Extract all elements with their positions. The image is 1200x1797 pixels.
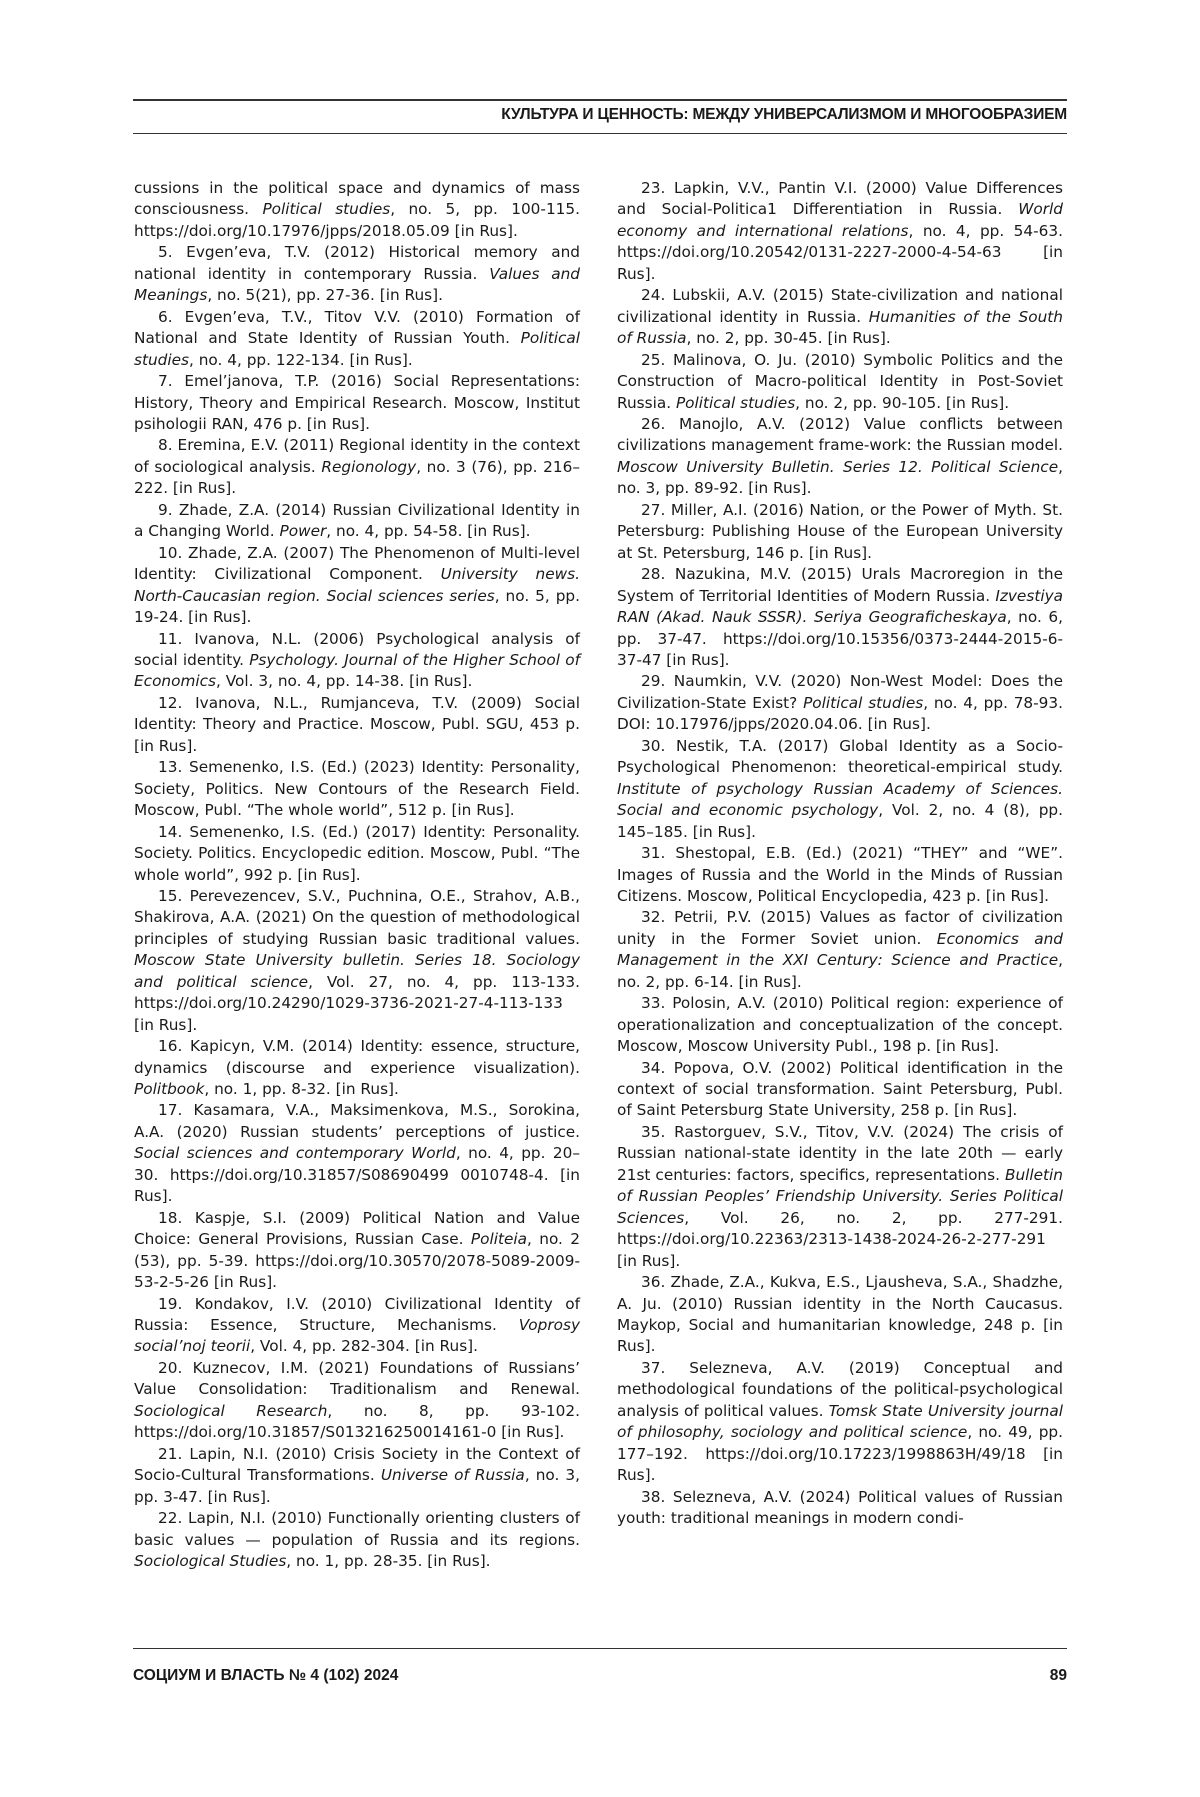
reference-details: , no. 2, pp. 90-105. [in Rus]. — [795, 394, 1009, 412]
running-header-title: КУЛЬТУРА И ЦЕННОСТЬ: МЕЖДУ УНИВЕРСАЛИЗМОМ И МНОГООБРАЗИЕМ — [133, 106, 1067, 124]
reference-details: , Vol. 27, no. 4, pp. 113-133. https://doi.org/10.24290/1029-3736-2021-27-4-113-133 [in Rus]. — [134, 973, 580, 1034]
reference-entry — [134, 1100, 580, 1207]
reference-text: 24. Lubskii, A.V. (2015) State-civilization and national civilizational identity in Russia. — [617, 286, 1063, 325]
reference-source-title: University news. North-Caucasian region. Social sciences series — [134, 565, 580, 604]
reference-entry — [134, 757, 580, 821]
reference-details: , no. 3, pp. 89-92. [in Rus]. — [617, 458, 1063, 497]
reference-source-title: Bulletin of Russian Peoples’ Friendship University. Series Political Sciences — [617, 1166, 1063, 1227]
reference-entry — [617, 993, 1063, 1057]
reference-text: 35. Rastorguev, S.V., Titov, V.V. (2024) The crisis of Russian national-state identity in the late 20th — early 21st centuries: factors, specifics, representations. — [617, 1123, 1063, 1184]
reference-text: 25. Malinova, O. Ju. (2010) Symbolic Politics and the Construction of Macro-political Identity in Post-Soviet Russia. — [617, 351, 1063, 412]
reference-text: 36. Zhade, Z.A., Kukva, E.S., Ljausheva, S.A., Shadzhe, A. Ju. (2010) Russian identity in the North Caucasus. Maykop, Social and humanitarian knowledge, 248 p. [in Rus]. — [617, 1273, 1063, 1355]
reference-source-title: Political studies — [803, 694, 923, 712]
reference-text: 21. Lapin, N.I. (2010) Crisis Society in the Context of Socio-Cultural Transformations. — [134, 1445, 580, 1484]
reference-entry — [617, 500, 1063, 564]
reference-entry — [134, 1294, 580, 1358]
reference-source-title: Moscow University Bulletin. Series 12. Political Science — [617, 458, 1058, 476]
reference-source-title: Power — [279, 522, 326, 540]
reference-entry — [617, 736, 1063, 843]
reference-source-title: Humanities of the South of Russia — [617, 308, 1063, 347]
reference-source-title: Politeia — [471, 1230, 527, 1248]
reference-entry — [617, 1358, 1063, 1487]
reference-entry — [134, 629, 580, 693]
reference-text: 7. Emel’janova, T.P. (2016) Social Representations: History, Theory and Empirical Research. Moscow, Institut psihologii RAN, 476 p. [in Rus]. — [134, 372, 580, 433]
reference-details: , no. 8, pp. 93-102. https://doi.org/10.31857/S013216250014161-0 [in Rus]. — [134, 1402, 580, 1441]
reference-text: 13. Semenenko, I.S. (Ed.) (2023) Identity: Personality, Society, Politics. New Contours of the Research Field. Moscow, Publ. “The whole world”, 512 p. [in Rus]. — [134, 758, 580, 819]
references-left-column — [134, 178, 580, 1572]
reference-source-title: Political studies — [676, 394, 795, 412]
reference-source-title: Psychology. Journal of the Higher School of Economics — [134, 651, 580, 690]
reference-details: , no. 4, pp. 54-58. [in Rus]. — [326, 522, 530, 540]
header-bottom-rule — [133, 133, 1067, 134]
reference-text: 31. Shestopal, E.B. (Ed.) (2021) “THEY” and “WE”. Images of Russia and the World in the Minds of Russian Citizens. Moscow, Political Encyclopedia, 423 p. [in Rus]. — [617, 844, 1063, 905]
reference-text: 15. Perevezencev, S.V., Puchnina, O.E., Strahov, A.B., Shakirova, A.A. (2021) On the question of methodological principles of studying Russian basic traditional values. — [134, 887, 580, 948]
reference-source-title: Tomsk State University journal of philosophy, sociology and political science — [617, 1402, 1063, 1441]
reference-details: , no. 5, pp. 19-24. [in Rus]. — [134, 587, 580, 626]
reference-entry — [134, 543, 580, 629]
reference-entry — [617, 843, 1063, 907]
reference-source-title: Sociological Research — [134, 1402, 327, 1420]
reference-entry — [617, 1058, 1063, 1122]
reference-details: , no. 5(21), pp. 27-36. [in Rus]. — [207, 286, 443, 304]
reference-details: , no. 2 (53), pp. 5-39. https://doi.org/10.30570/2078-5089-2009-53-2-5-26 [in Rus]. — [134, 1230, 580, 1291]
reference-source-title: Institute of psychology Russian Academy of Sciences. Social and economic psychology — [617, 780, 1063, 819]
reference-text: 32. Petrii, P.V. (2015) Values as factor of civilization unity in the Former Soviet union. — [617, 908, 1063, 947]
reference-details: , no. 1, pp. 8-32. [in Rus]. — [204, 1080, 399, 1098]
reference-source-title: Political studies — [262, 200, 390, 218]
reference-entry — [134, 1358, 580, 1444]
reference-text: 28. Nazukina, M.V. (2015) Urals Macroregion in the System of Territorial Identities of Modern Russia. — [617, 565, 1063, 604]
reference-entry — [134, 307, 580, 371]
reference-source-title: Voprosy social’noj teorii — [134, 1316, 580, 1355]
reference-entry — [134, 1444, 580, 1508]
reference-entry — [134, 822, 580, 886]
reference-source-title: Universe of Russia — [381, 1466, 525, 1484]
reference-text: 12. Ivanova, N.L., Rumjanceva, T.V. (2009) Social Identity: Theory and Practice. Moscow, Publ. SGU, 453 p. [in Rus]. — [134, 694, 580, 755]
reference-text: 33. Polosin, A.V. (2010) Political region: experience of operationalization and conceptualization of the concept. Moscow, Moscow University Publ., 198 p. [in Rus]. — [617, 994, 1063, 1055]
reference-details: , no. 4, pp. 20–30. https://doi.org/10.31857/S08690499 0010748-4. [in Rus]. — [134, 1144, 580, 1205]
reference-text: 26. Manojlo, A.V. (2012) Value conflicts between civilizations management frame-work: the Russian model. — [617, 415, 1063, 454]
reference-source-title: Sociological Studies — [134, 1552, 286, 1570]
reference-source-title: Social sciences and contemporary World — [134, 1144, 456, 1162]
reference-entry — [617, 671, 1063, 735]
reference-entry — [617, 1122, 1063, 1272]
reference-text: 23. Lapkin, V.V., Pantin V.I. (2000) Value Differences and Social-Politica1 Differentiation in Russia. — [617, 179, 1063, 218]
header-top-rule — [133, 99, 1067, 101]
reference-entry — [617, 1272, 1063, 1358]
reference-source-title: World economy and international relations — [617, 200, 1063, 239]
reference-details: , no. 3, pp. 3-47. [in Rus]. — [134, 1466, 580, 1505]
reference-details: , no. 4, pp. 78-93. DOI: 10.17976/jpps/2020.04.06. [in Rus]. — [617, 694, 1063, 733]
reference-source-title: Moscow State University bulletin. Series 18. Sociology and political science — [134, 951, 580, 990]
reference-text: 22. Lapin, N.I. (2010) Functionally orienting clusters of basic values — population of Russia and its regions. — [134, 1509, 580, 1548]
reference-entry — [134, 693, 580, 757]
reference-details: , Vol. 2, no. 4 (8), pp. 145–185. [in Rus]. — [617, 801, 1063, 840]
reference-text: cussions in the political space and dynamics of mass consciousness. — [134, 179, 580, 218]
reference-source-title: Politbook — [134, 1080, 204, 1098]
reference-text: 6. Evgen’eva, T.V., Titov V.V. (2010) Formation of National and State Identity of Russian Youth. — [134, 308, 580, 347]
reference-text: 10. Zhade, Z.A. (2007) The Phenomenon of Multi-level Identity: Civilizational Component. — [134, 544, 580, 583]
reference-details: , no. 2, pp. 30-45. [in Rus]. — [687, 329, 891, 347]
reference-details: , no. 4, pp. 122-134. [in Rus]. — [189, 351, 413, 369]
reference-entry — [134, 1036, 580, 1100]
reference-text: 17. Kasamara, V.A., Maksimenkova, M.S., Sorokina, A.A. (2020) Russian students’ perceptions of justice. — [134, 1101, 580, 1140]
reference-text: 27. Miller, A.I. (2016) Nation, or the Power of Myth. St. Petersburg: Publishing House of the European University at St. Petersburg, 146 p. [in Rus]. — [617, 501, 1063, 562]
reference-text: 8. Eremina, E.V. (2011) Regional identity in the context of sociological analysis. — [134, 436, 580, 475]
page-number: 89 — [1050, 1667, 1067, 1685]
reference-entry — [617, 414, 1063, 500]
reference-source-title: Izvestiya RAN (Akad. Nauk SSSR). Seriya Geograficheskaya — [617, 587, 1063, 626]
footer-journal-issue: СОЦИУМ И ВЛАСТЬ № 4 (102) 2024 — [133, 1667, 398, 1685]
reference-text: 14. Semenenko, I.S. (Ed.) (2017) Identity: Personality. Society. Politics. Encyclopedic edition. Moscow, Publ. “The whole world”, 992 p. [in Rus]. — [134, 823, 580, 884]
reference-details: , no. 49, pp. 177–192. https://doi.org/10.17223/1998863H/49/18 [in Rus]. — [617, 1423, 1063, 1484]
reference-text: 34. Popova, O.V. (2002) Political identification in the context of social transformation. Saint Petersburg, Publ. of Saint Petersburg State University, 258 p. [in Rus]. — [617, 1059, 1063, 1120]
reference-text: 5. Evgen’eva, T.V. (2012) Historical memory and national identity in contemporary Russia. — [134, 243, 580, 282]
reference-source-title: Values and Meanings — [134, 265, 580, 304]
reference-text: 20. Kuznecov, I.M. (2021) Foundations of Russians’ Value Consolidation: Traditionalism and Renewal. — [134, 1359, 580, 1398]
reference-source-title: Political studies — [134, 329, 580, 368]
reference-entry — [134, 886, 580, 1036]
reference-entry — [617, 1487, 1063, 1530]
reference-source-title: Regionology — [321, 458, 416, 476]
reference-text: 37. Selezneva, A.V. (2019) Conceptual and methodological foundations of the political-psychological analysis of political values. — [617, 1359, 1063, 1420]
reference-entry — [134, 1208, 580, 1294]
reference-details: , no. 6, pp. 37-47. https://doi.org/10.15356/0373-2444-2015-6-37-47 [in Rus]. — [617, 608, 1063, 669]
reference-entry — [134, 435, 580, 499]
reference-entry — [134, 242, 580, 306]
reference-text: 19. Kondakov, I.V. (2010) Civilizational Identity of Russia: Essence, Structure, Mechanisms. — [134, 1295, 580, 1334]
reference-entry — [617, 178, 1063, 285]
reference-details: , no. 2, pp. 6-14. [in Rus]. — [617, 951, 1063, 990]
reference-details: , Vol. 3, no. 4, pp. 14-38. [in Rus]. — [216, 672, 472, 690]
reference-entry — [617, 564, 1063, 671]
reference-text: 9. Zhade, Z.A. (2014) Russian Civilizational Identity in a Changing World. — [134, 501, 580, 540]
reference-text: 16. Kapicyn, V.M. (2014) Identity: essence, structure, dynamics (discourse and experience visualization). — [134, 1037, 580, 1076]
reference-text: 30. Nestik, T.A. (2017) Global Identity as a Socio-Psychological Phenomenon: theoretical-empirical study. — [617, 737, 1063, 776]
reference-source-title: Economics and Management in the XXI Century: Science and Practice — [617, 930, 1063, 969]
reference-text: 29. Naumkin, V.V. (2020) Non-West Model: Does the Civilization-State Exist? — [617, 672, 1063, 711]
footer-rule — [133, 1648, 1067, 1649]
reference-entry — [134, 500, 580, 543]
reference-entry — [617, 285, 1063, 349]
reference-details: , Vol. 26, no. 2, pp. 277-291. https://doi.org/10.22363/2313-1438-2024-26-2-277-291 [in Rus]. — [617, 1209, 1063, 1270]
reference-entry — [134, 178, 580, 242]
reference-details: , no. 1, pp. 28-35. [in Rus]. — [286, 1552, 490, 1570]
reference-entry — [617, 907, 1063, 993]
reference-entry — [134, 371, 580, 435]
reference-details: , Vol. 4, pp. 282-304. [in Rus]. — [250, 1337, 478, 1355]
reference-details: , no. 3 (76), pp. 216–222. [in Rus]. — [134, 458, 580, 497]
reference-text: 11. Ivanova, N.L. (2006) Psychological analysis of social identity. — [134, 630, 580, 669]
reference-entry — [134, 1508, 580, 1572]
reference-text: 18. Kaspje, S.I. (2009) Political Nation and Value Choice: General Provisions, Russian Case. — [134, 1209, 580, 1248]
reference-entry — [617, 350, 1063, 414]
references-right-column — [617, 178, 1063, 1530]
reference-text: 38. Selezneva, A.V. (2024) Political values of Russian youth: traditional meanings in modern condi- — [617, 1488, 1063, 1527]
reference-details: , no. 5, pp. 100-115. https://doi.org/10.17976/jpps/2018.05.09 [in Rus]. — [134, 200, 580, 239]
reference-details: , no. 4, pp. 54-63. https://doi.org/10.20542/0131-2227-2000-4-54-63 [in Rus]. — [617, 222, 1063, 283]
